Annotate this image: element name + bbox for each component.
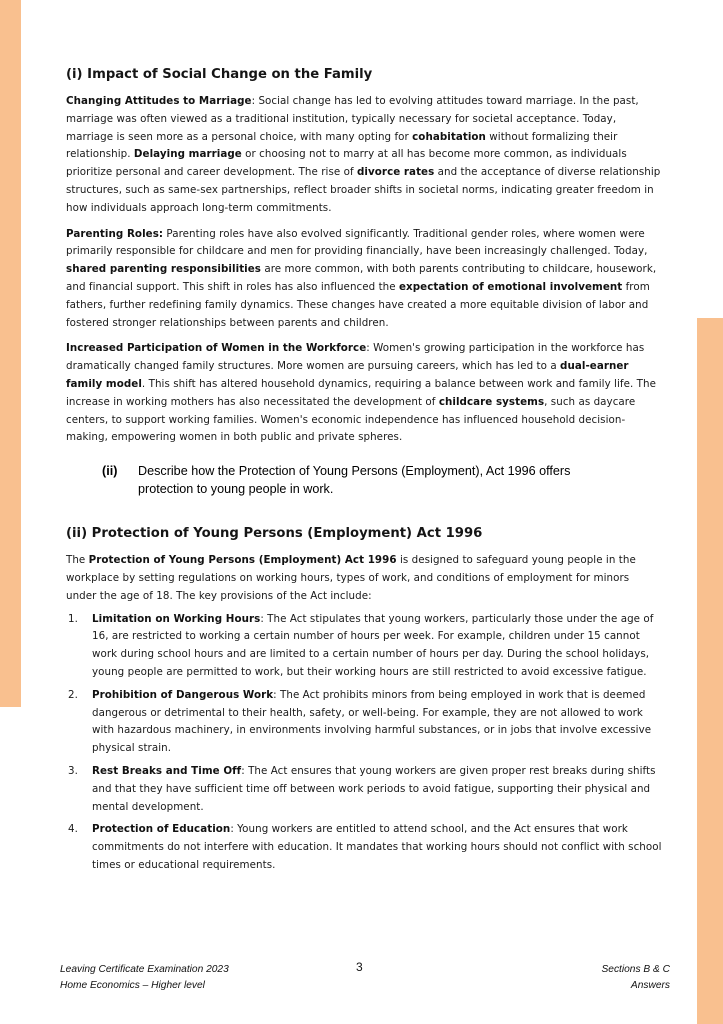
text: and the acceptance of diverse relationship structures, such as same-sex partnerships, reflect broader shifts in societal norms, indicating greater freedom in how individuals approach long-term commitments. xyxy=(66,166,661,214)
footer-left xyxy=(60,962,229,994)
item-text: : Young workers are entitled to attend school, and the Act ensures that work commitments do not interfere with education. It mandates that working hours should not conflict with school times or educational requirements. xyxy=(92,823,662,871)
page-content xyxy=(66,66,662,875)
exam-question xyxy=(102,462,662,498)
text: , such as daycare centers, to support working families. Women's economic independence has influenced household decision-making, empowering women in both public and private spheres. xyxy=(66,395,636,444)
bold-text: dual-earner family model xyxy=(66,360,629,390)
bold-text: shared parenting responsibilities xyxy=(66,263,262,276)
text: : Social change has led to evolving attitudes toward marriage. In the past, marriage was often viewed as a traditional institution, typically necessary for societal acceptance. Today, marriage is seen more as a personal choice, with many opting for xyxy=(66,95,639,143)
accent-bar-right xyxy=(697,318,723,1024)
item-term: Protection of Education xyxy=(92,823,231,836)
paragraph-women-workforce xyxy=(66,340,662,447)
item-text: : The Act prohibits minors from being employed in work that is deemed dangerous or detrimental to their health, safety, or well-being. For example, they are not allowed to work with hazardous machinery, in environments involving harmful substances, or in jobs that involve excessive physical strain. xyxy=(92,688,652,755)
section1-heading: (i) Impact of Social Change on the Family xyxy=(66,67,373,82)
item-term: Prohibition of Dangerous Work xyxy=(92,688,274,701)
paragraph-intro xyxy=(66,552,662,605)
term-parenting: Parenting Roles: xyxy=(66,227,164,240)
text: Parenting roles have also evolved significantly. Traditional gender roles, where women were primarily responsible for childcare and men for providing financially, have been increasingly challenged. Today, xyxy=(66,227,648,258)
bold-text: childcare systems xyxy=(438,395,545,408)
text: The xyxy=(66,554,89,567)
paragraph-parenting xyxy=(66,226,662,333)
footer-subject: Home Economics – Higher level xyxy=(60,980,205,991)
item-number: 4. xyxy=(68,823,78,836)
list-item xyxy=(66,611,662,682)
item-body xyxy=(92,687,662,758)
text: is designed to safeguard young people in the workplace by setting regulations on working hours, types of work, and conditions of employment for minors under the age of 18. The key provisions of the Act include: xyxy=(66,554,636,602)
footer-right xyxy=(601,962,670,994)
text: or choosing not to marry at all has become more common, as individuals prioritize personal and career development. The rise of xyxy=(66,148,627,179)
item-body xyxy=(92,821,662,874)
item-body xyxy=(92,763,662,816)
paragraph-marriage xyxy=(66,93,662,218)
text: . This shift has altered household dynamics, requiring a balance between work and family life. The increase in working mothers has also necessitated the development of xyxy=(66,377,656,408)
footer-answers: Answers xyxy=(630,980,670,991)
item-number: 2. xyxy=(68,688,78,701)
text: from fathers, further redefining family dynamics. These changes have created a more equitable division of labor and fostered stronger relationships between parents and children. xyxy=(66,280,650,329)
list-item xyxy=(66,763,662,816)
bold-text: expectation of emotional involvement xyxy=(399,280,623,293)
term-marriage: Changing Attitudes to Marriage xyxy=(66,95,252,107)
question-number: (ii) xyxy=(102,464,118,479)
bold-text: Protection of Young Persons (Employment) Act 1996 xyxy=(88,554,397,567)
item-term: Rest Breaks and Time Off xyxy=(92,764,242,777)
list-item xyxy=(66,687,662,758)
item-text: : The Act ensures that young workers are given proper rest breaks during shifts and that they have sufficient time off between work periods to avoid fatigue, supporting their physical and mental development. xyxy=(92,764,656,813)
bold-text: Delaying marriage xyxy=(133,148,242,161)
bold-text: divorce rates xyxy=(357,166,435,179)
term-women: Increased Participation of Women in the Workforce xyxy=(66,342,367,355)
item-text: : The Act stipulates that young workers, particularly those under the age of 16, are restricted to working a certain number of hours per week. For example, children under 15 cannot work during school hours and are limited to a certain number of hours per day. During the school holidays, young people are permitted to work, but their working hours are still restricted to avoid excessive fatigue. xyxy=(92,612,654,678)
bold-text: cohabitation xyxy=(412,130,486,143)
text: are more common, with both parents contributing to childcare, housework, and financial support. This shift in roles has also influenced the xyxy=(66,263,657,293)
question-text: Describe how the Protection of Young Persons (Employment), Act 1996 offers protection to young people in work. xyxy=(138,464,571,497)
text: without formalizing their relationship. xyxy=(66,130,618,161)
footer-sections: Sections B & C xyxy=(601,964,670,975)
accent-bar-left xyxy=(0,0,21,707)
item-number: 3. xyxy=(68,764,78,777)
page-number: 3 xyxy=(356,960,363,974)
footer-exam-title: Leaving Certificate Examination 2023 xyxy=(60,964,229,975)
item-number: 1. xyxy=(68,612,78,625)
item-term: Limitation on Working Hours xyxy=(92,612,261,625)
item-body xyxy=(92,611,662,682)
provisions-list xyxy=(66,611,662,875)
text: : Women's growing participation in the workforce has dramatically changed family structures. More women are pursuing careers, which has led to a xyxy=(66,342,645,373)
section2-heading: (ii) Protection of Young Persons (Employment) Act 1996 xyxy=(66,526,483,542)
list-item xyxy=(66,821,662,874)
